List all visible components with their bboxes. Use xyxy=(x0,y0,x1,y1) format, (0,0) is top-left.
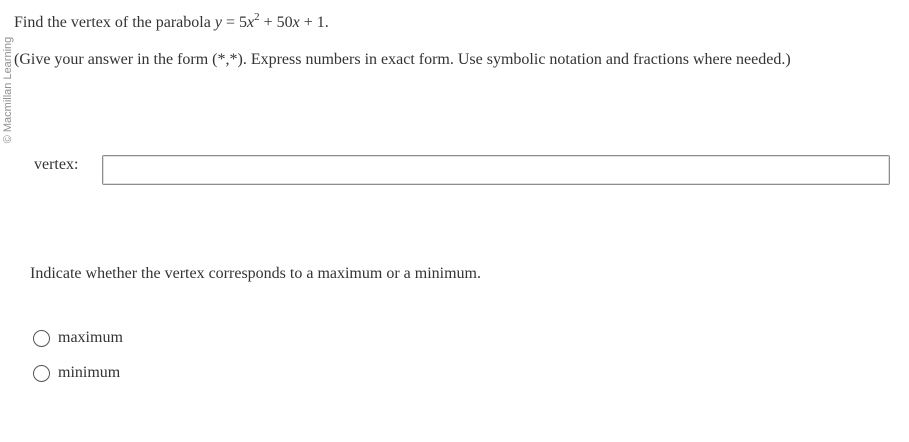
equation-linear-coefficient: 50 xyxy=(276,14,293,31)
equation-var-x-linear: x xyxy=(292,14,300,31)
minimum-option[interactable] xyxy=(33,362,120,384)
minimum-radio-button[interactable] xyxy=(33,365,50,382)
equation-plus: + xyxy=(263,14,273,31)
equation-exponent: 2 xyxy=(254,10,260,23)
minimum-label[interactable]: minimum xyxy=(58,364,121,381)
equation-equals: = xyxy=(225,14,235,31)
answer-instructions: (Give your answer in the form (*,*). Express numbers in exact form. Use symbolic notation and fractions where needed.) xyxy=(14,51,791,68)
vertex-label: vertex: xyxy=(34,156,79,173)
vertex-answer-input[interactable] xyxy=(102,155,890,185)
extremum-prompt: Indicate whether the vertex corresponds to a maximum or a minimum. xyxy=(30,265,481,282)
equation-var-y: y xyxy=(214,14,222,31)
maximum-label[interactable]: maximum xyxy=(58,329,123,346)
equation-coefficient: 5 xyxy=(238,14,247,31)
maximum-radio-button[interactable] xyxy=(33,330,50,347)
equation-period: . xyxy=(324,14,329,31)
equation-var-x: x xyxy=(246,14,255,31)
equation-constant: 1 xyxy=(316,14,325,31)
question-lead: Find the vertex of the parabola xyxy=(14,14,211,31)
copyright-watermark: © Macmillan Learning xyxy=(2,36,14,144)
equation-plus-constant: + xyxy=(303,14,313,31)
question-text xyxy=(14,12,329,34)
maximum-option[interactable] xyxy=(33,327,123,349)
